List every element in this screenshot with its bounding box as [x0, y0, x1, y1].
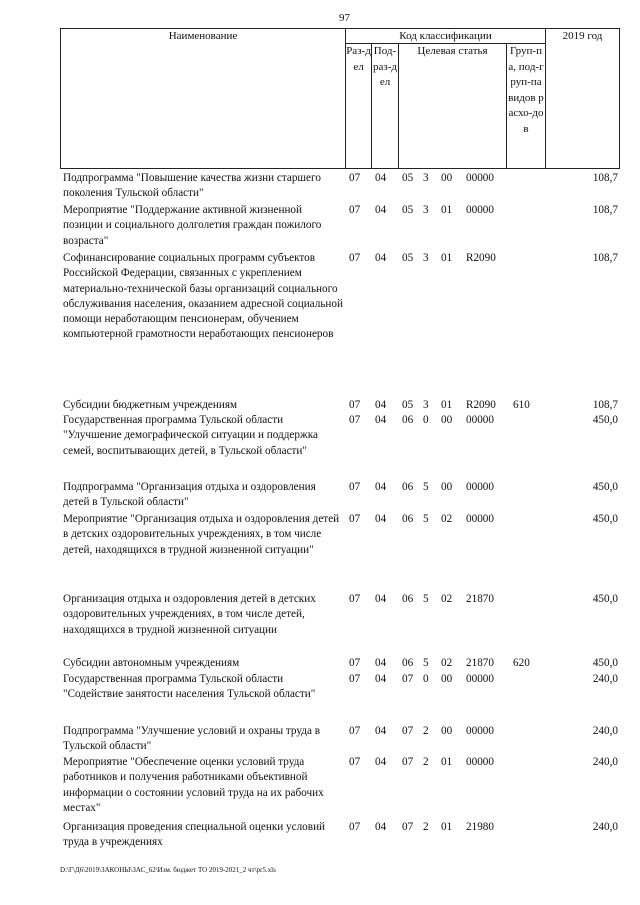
row-subsection: 04: [375, 481, 387, 493]
row-target-1: 07: [402, 821, 414, 833]
row-target-1: 05: [402, 204, 414, 216]
row-target-2: 3: [423, 204, 429, 216]
row-target-3: 01: [441, 821, 453, 833]
row-sum: 450,0: [592, 593, 618, 605]
row-name: Государственная программа Тульской области "Улучшение демографической ситуации и поддержка семей, воспитывающих детей, в Тульской области": [63, 414, 318, 457]
row-section: 07: [349, 673, 361, 685]
row-section: 07: [349, 756, 361, 768]
row-subsection: 04: [375, 756, 387, 768]
row-section: 07: [349, 252, 361, 264]
row-sum: 108,7: [592, 252, 618, 264]
row-target-4: 00000: [466, 725, 494, 737]
row-target-4: 00000: [466, 513, 494, 525]
row-section: 07: [349, 204, 361, 216]
row-section: 07: [349, 513, 361, 525]
row-target-4: 00000: [466, 414, 494, 426]
row-target-2: 2: [423, 821, 429, 833]
row-name: Субсидии автономным учреждениям: [63, 657, 240, 669]
row-subsection: 04: [375, 593, 387, 605]
row-subsection: 04: [375, 513, 387, 525]
row-target-4: R2090: [466, 399, 496, 411]
row-target-1: 05: [402, 172, 414, 184]
row-target-2: 3: [423, 252, 429, 264]
row-target-1: 06: [402, 593, 414, 605]
row-name: Софинансирование социальных программ субъектов Российской Федерации, связанных с укреплением материально-технической базы организаций социального обслуживания населения, оказанием адресной социальной помощи неработающим пенсионерам, обучением компьютерной грамотности неработающих пенсионеров: [63, 252, 343, 341]
row-target-2: 5: [423, 513, 429, 525]
row-target-2: 0: [423, 673, 429, 685]
row-name: Мероприятие "Обеспечение оценки условий труда работников и получения работниками объективной информации о состоянии условий труда на их рабочих местах": [63, 756, 324, 814]
row-subsection: 04: [375, 414, 387, 426]
row-sum: 240,0: [592, 725, 618, 737]
row-sum: 108,7: [592, 172, 618, 184]
header-section: Раз-дел: [345, 43, 372, 169]
row-target-4: 00000: [466, 673, 494, 685]
row-target-1: 07: [402, 725, 414, 737]
row-target-3: 00: [441, 673, 453, 685]
row-target-4: 21980: [466, 821, 494, 833]
row-section: 07: [349, 821, 361, 833]
row-section: 07: [349, 399, 361, 411]
row-target-2: 2: [423, 725, 429, 737]
row-target-3: 02: [441, 513, 453, 525]
row-target-2: 2: [423, 756, 429, 768]
row-sum: 450,0: [592, 657, 618, 669]
row-section: 07: [349, 414, 361, 426]
row-target-4: R2090: [466, 252, 496, 264]
row-target-2: 0: [423, 414, 429, 426]
row-target-3: 00: [441, 172, 453, 184]
row-sum: 240,0: [592, 673, 618, 685]
row-target-1: 05: [402, 252, 414, 264]
row-target-2: 3: [423, 399, 429, 411]
row-target-2: 5: [423, 481, 429, 493]
header-group: Груп-па, под-груп-па видов расхо-дов: [506, 43, 546, 169]
header-target: Целевая статья: [398, 43, 507, 169]
file-path-footer: D:\Г\Д6\2019\ЗАКОНЫ\ЗАС_62\Изм. бюджет ТО 2019-2021_2 чт\pr5.xls: [60, 866, 276, 874]
row-name: Организация отдыха и оздоровления детей в детских оздоровительных учреждениях, в том числе детей, находящихся в трудной жизненной ситуации: [63, 593, 316, 636]
row-name: Подпрограмма "Организация отдыха и оздоровления детей в Тульской области": [63, 481, 316, 509]
row-target-1: 06: [402, 414, 414, 426]
row-target-1: 06: [402, 657, 414, 669]
row-target-1: 06: [402, 513, 414, 525]
row-name: Государственная программа Тульской области "Содействие занятости населения Тульской области": [63, 673, 316, 701]
row-section: 07: [349, 725, 361, 737]
row-target-1: 07: [402, 756, 414, 768]
row-target-3: 01: [441, 204, 453, 216]
row-subsection: 04: [375, 821, 387, 833]
row-target-4: 00000: [466, 481, 494, 493]
row-name: Субсидии бюджетным учреждениям: [63, 399, 238, 411]
row-target-4: 00000: [466, 172, 494, 184]
row-target-1: 05: [402, 399, 414, 411]
row-subsection: 04: [375, 204, 387, 216]
row-subsection: 04: [375, 725, 387, 737]
header-subsection: Под-раз-дел: [371, 43, 399, 169]
row-group: 610: [513, 399, 530, 411]
row-sum: 108,7: [592, 204, 618, 216]
row-target-4: 00000: [466, 204, 494, 216]
row-sum: 450,0: [592, 481, 618, 493]
row-sum: 450,0: [592, 513, 618, 525]
row-target-4: 21870: [466, 593, 494, 605]
row-subsection: 04: [375, 172, 387, 184]
row-target-2: 5: [423, 657, 429, 669]
row-target-1: 07: [402, 673, 414, 685]
row-group: 620: [513, 657, 530, 669]
table-header: [60, 28, 620, 169]
row-sum: 108,7: [592, 399, 618, 411]
row-name: Мероприятие "Поддержание активной жизненной позиции и социального долголетия граждан пожилого возраста": [63, 204, 322, 247]
row-target-2: 3: [423, 172, 429, 184]
row-subsection: 04: [375, 673, 387, 685]
header-name: Наименование: [60, 28, 346, 169]
row-subsection: 04: [375, 657, 387, 669]
row-target-4: 00000: [466, 756, 494, 768]
header-code-group: Код классификации: [345, 28, 546, 44]
row-target-4: 21870: [466, 657, 494, 669]
row-name: Организация проведения специальной оценки условий труда в учреждениях: [63, 821, 326, 849]
row-name: Подпрограмма "Повышение качества жизни старшего поколения Тульской области": [63, 172, 321, 200]
row-section: 07: [349, 657, 361, 669]
row-section: 07: [349, 172, 361, 184]
row-sum: 240,0: [592, 821, 618, 833]
row-subsection: 04: [375, 252, 387, 264]
row-target-3: 02: [441, 657, 453, 669]
row-target-3: 02: [441, 593, 453, 605]
row-section: 07: [349, 481, 361, 493]
row-target-3: 00: [441, 414, 453, 426]
row-sum: 240,0: [592, 756, 618, 768]
row-target-3: 00: [441, 725, 453, 737]
header-year: 2019 год: [545, 28, 620, 169]
row-name: Подпрограмма "Улучшение условий и охраны труда в Тульской области": [63, 725, 320, 753]
page-number: 97: [339, 12, 350, 24]
row-target-3: 01: [441, 399, 453, 411]
row-section: 07: [349, 593, 361, 605]
row-subsection: 04: [375, 399, 387, 411]
row-sum: 450,0: [592, 414, 618, 426]
row-target-1: 06: [402, 481, 414, 493]
row-target-3: 01: [441, 252, 453, 264]
row-name: Мероприятие "Организация отдыха и оздоровления детей в детских оздоровительных учреждениях, в том числе детей, находящихся в трудной жизненной ситуации": [63, 513, 340, 556]
row-target-3: 01: [441, 756, 453, 768]
row-target-2: 5: [423, 593, 429, 605]
row-target-3: 00: [441, 481, 453, 493]
